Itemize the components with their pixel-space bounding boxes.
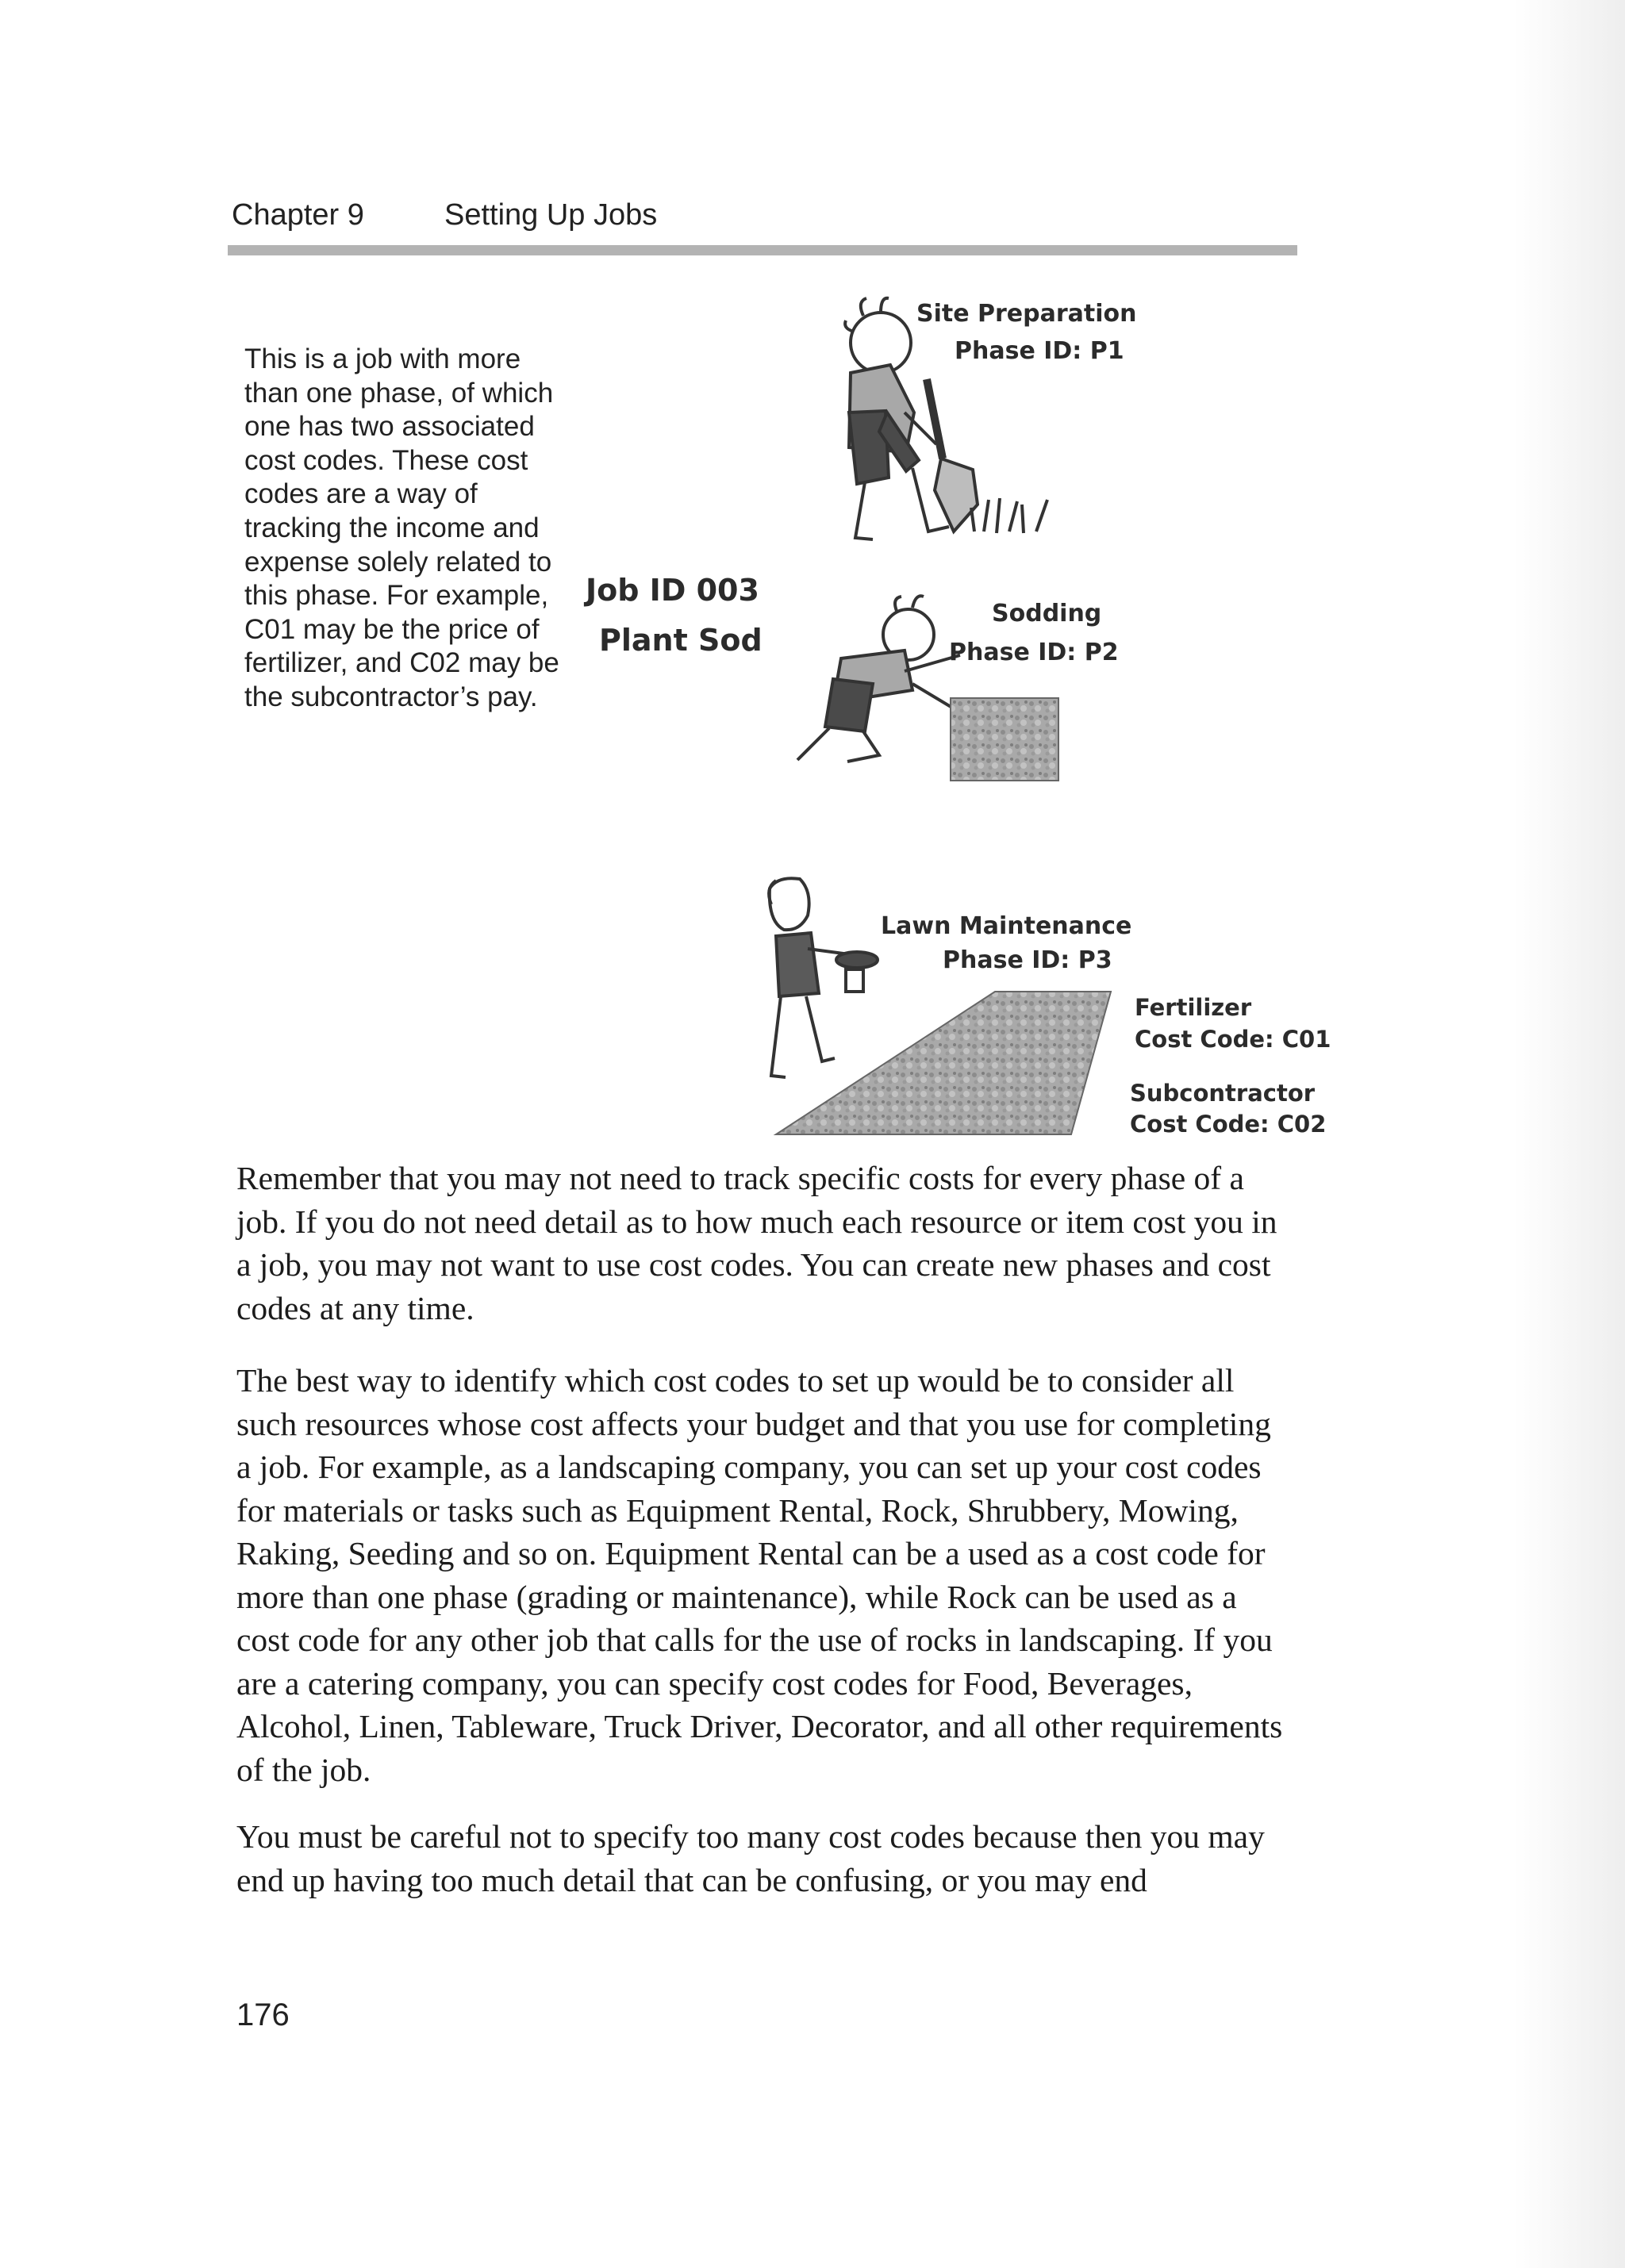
lawn-plot xyxy=(776,992,1111,1134)
figure-caption: This is a job with more than one phase, of which one has two associated cost codes. These cost codes are a way of tracking the income and expense solely related to this phase. For example, C01 may be the price of fertilizer, and C02 may be the subcontractor’s pay. xyxy=(244,343,559,712)
phase-name: Lawn Maintenance xyxy=(881,912,1132,940)
phase-name: Site Preparation xyxy=(916,300,1137,328)
chapter-label: Chapter 9 xyxy=(232,198,364,232)
job-name-label: Plant Sod xyxy=(599,623,763,658)
body-paragraph: The best way to identify which cost codes to set up would be to consider all such resources whose cost affects your budget and that you use for completing a job. For example, as a landscaping company, you can set up your cost codes for materials or tasks such as Equipment Rental, Rock, Shrubbery, Mowing, Raking, Seeding and so on. Equipment Rental can be a used as a cost code for more than one phase (grading or maintenance), while Rock can be used as a cost code for any other job that calls for the use of rocks in landscaping. If you are a catering company, you can specify cost codes for Food, Beverages, Alcohol, Linen, Tableware, Truck Driver, Decorator, and all other requirements of the job. xyxy=(236,1362,1283,1788)
cost-code: Cost Code: C02 xyxy=(1130,1111,1327,1138)
cost-code-name: Fertilizer xyxy=(1135,994,1252,1021)
phase-name: Sodding xyxy=(992,600,1102,627)
cost-code: Cost Code: C01 xyxy=(1135,1026,1331,1053)
job-id-label: Job ID 003 xyxy=(586,573,759,608)
digging-figure-illustration xyxy=(845,298,1047,539)
phase-id: Phase ID: P3 xyxy=(943,946,1112,974)
body-paragraph: Remember that you may not need to track specific costs for every phase of a job. If you do not need detail as to how much each resource or item cost you in a job, you may not want to use cost codes. You can create new phases and cost codes at any time. xyxy=(236,1160,1277,1326)
section-title: Setting Up Jobs xyxy=(444,198,658,232)
page-number: 176 xyxy=(236,1997,290,2032)
phase-id: Phase ID: P2 xyxy=(949,639,1119,666)
body-paragraph: You must be careful not to specify too many cost codes because then you may end up having too much detail that can be confusing, or you may end xyxy=(236,1818,1265,1898)
cost-code-name: Subcontractor xyxy=(1130,1080,1316,1107)
phase-id: Phase ID: P1 xyxy=(955,337,1124,365)
spraying-figure-illustration xyxy=(769,878,878,1077)
